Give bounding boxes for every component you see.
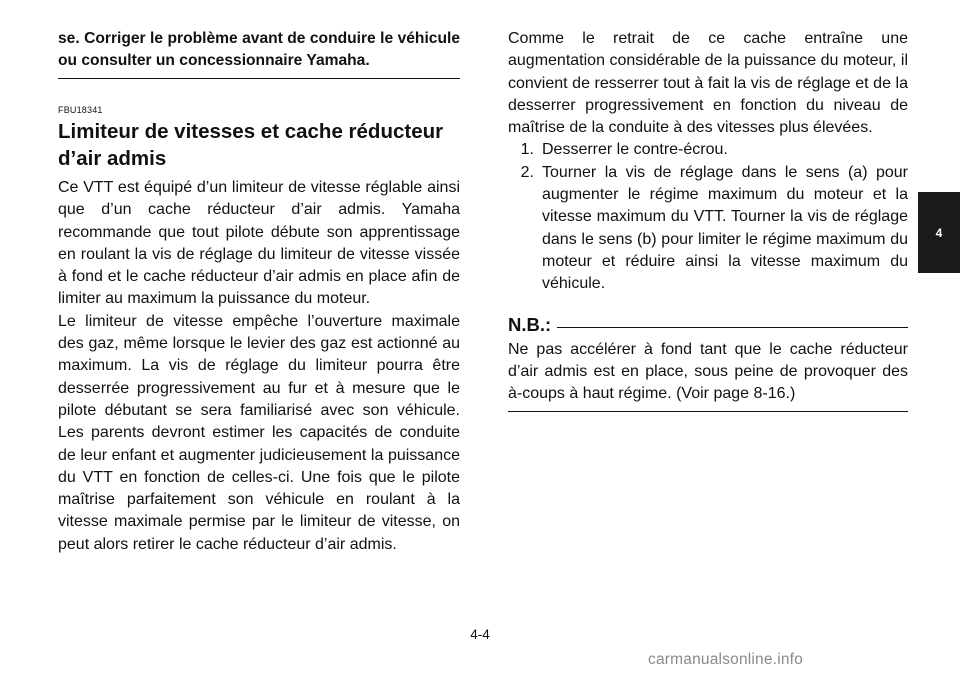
warning-continuation: se. Corriger le problème avant de conduire le véhicule ou consulter un concessionnaire Yamaha. (58, 30, 460, 69)
warning-end-rule (58, 78, 460, 79)
left-column (58, 28, 460, 556)
note-text: Ne pas accélérer à fond tant que le cache réducteur d’air admis est en place, sous peine de provoquer des à-coups à haut régime. (Voir page 8-16.) (508, 340, 908, 403)
limiter-paragraph: Le limiteur de vitesse empêche l’ouverture maximale des gaz, même lorsque le levier des gaz est actionné au maximum. La vis de réglage du limiteur pourra être desserrée progressivement au fur et à mesure que le pilote débutant se sera familiarisé avec son véhicule. Les parents devront estimer les capacités de conduite de leur enfant et augmenter judicieusement la puissance du VTT en fonction de celles-ci. Une fois que le pilote maîtrise parfaitement son véhicule en roulant à la vitesse maximale permise par le limiteur de vitesse, on peut alors retirer le cache réducteur d’air admis. (58, 312, 460, 553)
intro-paragraph: Ce VTT est équipé d’un limiteur de vitesse réglable ainsi que d’un cache réducteur d’air admis. Yamaha recommande que tout pilote débute son apprentissage en roulant la vis de réglage du limiteur de vitesse vissée à fond et le cache réducteur d’air admis en place afin de limiter au maximum la puissance du moteur. (58, 179, 460, 308)
step-item (508, 162, 908, 296)
step-text: Tourner la vis de réglage dans le sens (a) pour augmenter le régime maximum du moteur et la vitesse maximum du VTT. Tourner la vis de réglage dans le sens (b) pour limiter le régime maximum du moteur et réduire ainsi la vitesse maximum du véhicule. (542, 163, 908, 293)
page-number: 4-4 (470, 627, 490, 642)
note-header (508, 313, 908, 337)
cover-removal-paragraph: Comme le retrait de ce cache entraîne une augmentation considérable de la puissance du moteur, il convient de resserrer tout à fait la vis de réglage et de la desserrer progressivement en fonction du niveau de maîtrise de la conduite à des vitesses plus élevées. (508, 30, 908, 137)
step-item (508, 139, 908, 161)
note-header-rule (557, 327, 908, 328)
note-end-rule (508, 411, 908, 412)
chapter-number: 4 (935, 225, 943, 240)
right-column (508, 28, 908, 412)
note-label: N.B.: (508, 313, 552, 335)
step-number: 1. (520, 141, 534, 159)
watermark: carmanualsonline.info (648, 651, 803, 668)
section-code: FBU18341 (58, 105, 103, 115)
step-number: 2. (520, 163, 534, 181)
chapter-tab (918, 192, 960, 273)
section-heading: Limiteur de vitesses et cache réducteur d’air admis (58, 120, 444, 170)
adjustment-steps (508, 139, 908, 295)
step-text: Desserrer le contre-écrou. (542, 141, 728, 159)
